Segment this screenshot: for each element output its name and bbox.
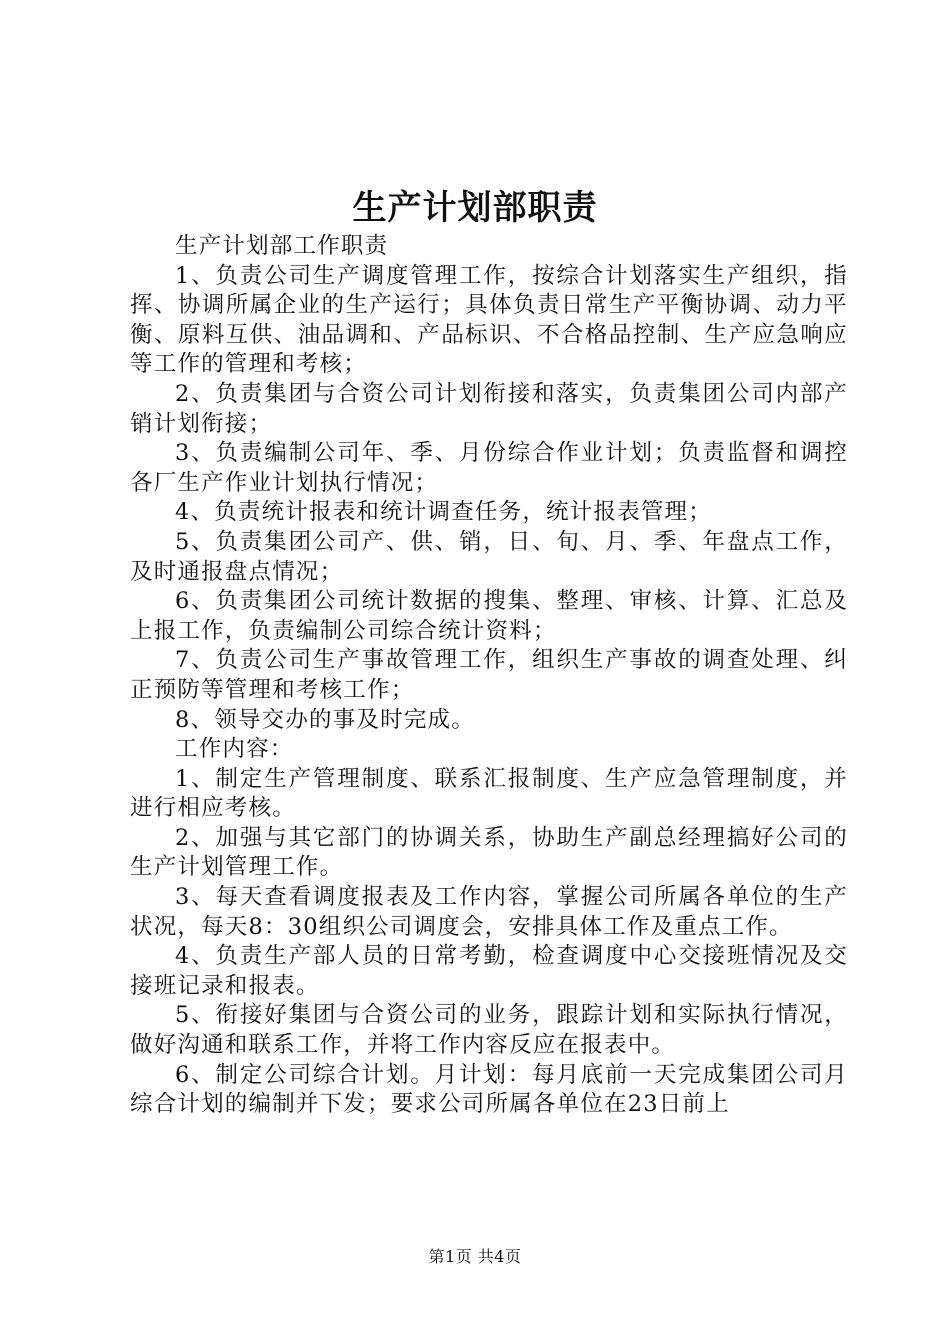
content-item-3: 3、每天查看调度报表及工作内容，掌握公司所属各单位的生产状况，每天8：30组织公司调度会，安排具体工作及重点工作。	[130, 884, 848, 940]
duty-item-5: 5、负责集团公司产、供、销，日、旬、月、季、年盘点工作，及时通报盘点情况；	[130, 528, 848, 585]
content-item-1: 1、制定生产管理制度、联系汇报制度、生产应急管理制度，并进行相应考核。	[130, 765, 848, 822]
duty-item-4: 4、负责统计报表和统计调查任务，统计报表管理；	[175, 499, 712, 526]
duty-item-8: 8、领导交办的事及时完成。	[175, 706, 475, 733]
document-title: 生产计划部职责	[352, 188, 598, 228]
content-item-4: 4、负责生产部人员的日常考勤，检查调度中心交接班情况及交接班记录和报表。	[130, 943, 848, 999]
document-body	[130, 232, 848, 1120]
page-footer: 第1页 共4页	[428, 1247, 522, 1266]
duty-item-3: 3、负责编制公司年、季、月份综合作业计划；负责监督和调控各厂生产作业计划执行情况；	[130, 440, 848, 496]
duty-item-7: 7、负责公司生产事故管理工作，组织生产事故的调查处理、纠正预防等管理和考核工作；	[130, 647, 848, 703]
content-item-5: 5、衔接好集团与合资公司的业务，跟踪计划和实际执行情况，做好沟通和联系工作，并将工作内容反应在报表中。	[130, 1002, 848, 1059]
duty-item-6: 6、负责集团公司统计数据的搜集、整理、审核、计算、汇总及上报工作，负责编制公司综合统计资料；	[130, 588, 848, 644]
duty-item-2: 2、负责集团与合资公司计划衔接和落实，负责集团公司内部产销计划衔接；	[130, 380, 848, 437]
duty-item-1: 1、负责公司生产调度管理工作，按综合计划落实生产组织，指挥、协调所属企业的生产运行；具体负责日常生产平衡协调、动力平衡、原料互供、油品调和、产品标识、不合格品控制、生产应急响应等工作的管理和考核；	[130, 262, 848, 378]
content-item-2: 2、加强与其它部门的协调关系，协助生产副总经理搞好公司的生产计划管理工作。	[130, 824, 848, 881]
content-item-6: 6、制定公司综合计划。月计划：每月底前一天完成集团公司月综合计划的编制并下发；要求公司所属各单位在23日前上	[130, 1061, 848, 1118]
section-heading-duties: 生产计划部工作职责	[175, 233, 389, 259]
section-heading-contents: 工作内容：	[175, 736, 294, 763]
